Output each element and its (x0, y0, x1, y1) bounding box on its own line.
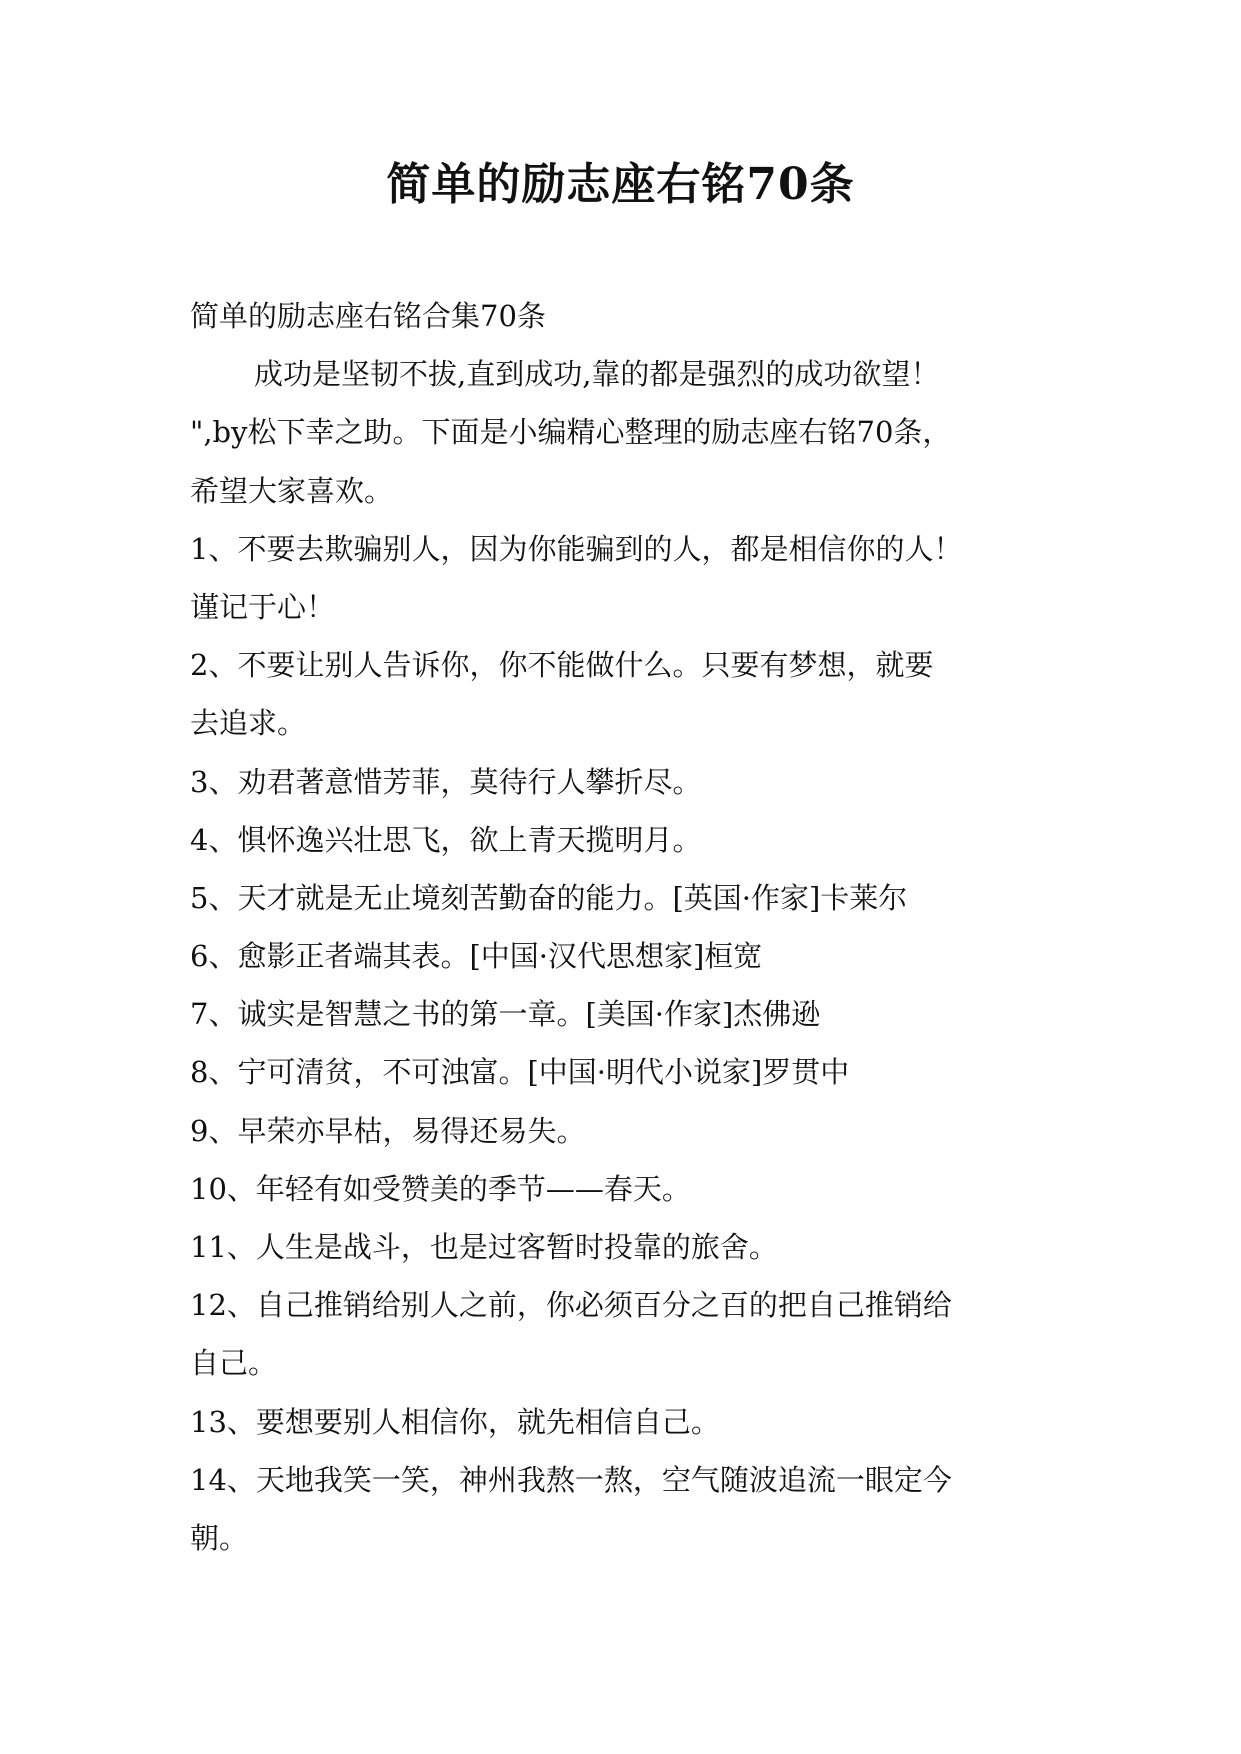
item-line: 朝。 (190, 1520, 249, 1555)
item-line: 2、不要让别人告诉你，你不能做什么。只要有梦想，就要 (190, 648, 934, 683)
item-line: 5、天才就是无止境刻苦勤奋的能力。[英国·作家]卡莱尔 (190, 880, 908, 915)
item-line: 1、不要去欺骗别人，因为你能骗到的人，都是相信你的人！ (190, 531, 963, 566)
subtitle-line: 简单的励志座右铭合集70条 (190, 299, 546, 333)
item-line: 去追求。 (190, 706, 307, 741)
document-body (190, 287, 1070, 1567)
item-line: 9、早荣亦早枯，易得还易失。 (190, 1113, 586, 1148)
item-line: 3、劝君著意惜芳菲，莫待行人攀折尽。 (190, 764, 702, 799)
item-line: 8、宁可清贫，不可浊富。[中国·明代小说家]罗贯中 (190, 1055, 850, 1090)
item-line: 7、诚实是智慧之书的第一章。[美国·作家]杰佛逊 (190, 997, 821, 1032)
item-line: 4、惧怀逸兴壮思飞，欲上青天揽明月。 (190, 822, 702, 857)
document-title: 简单的励志座右铭70条 (386, 159, 855, 210)
item-line: 自己。 (190, 1346, 278, 1381)
item-line: 14、天地我笑一笑，神州我熬一熬，空气随波追流一眼定今 (190, 1462, 952, 1497)
intro-line: ",by松下幸之助。下面是小编精心整理的励志座右铭70条， (190, 415, 952, 450)
item-line: 谨记于心！ (190, 589, 336, 624)
intro-line: 希望大家喜欢。 (190, 473, 394, 508)
intro-line: 成功是坚韧不拔,直到成功,靠的都是强烈的成功欲望！ (254, 357, 940, 392)
item-line: 12、自己推销给别人之前，你必须百分之百的把自己推销给 (190, 1288, 952, 1323)
item-line: 6、愈影正者端其表。[中国·汉代思想家]桓宽 (190, 939, 763, 974)
item-line: 10、年轻有如受赞美的季节——春天。 (190, 1171, 691, 1206)
item-line: 11、人生是战斗，也是过客暂时投靠的旅舍。 (190, 1230, 778, 1264)
item-line: 13、要想要别人相信你，就先相信自己。 (190, 1404, 720, 1439)
